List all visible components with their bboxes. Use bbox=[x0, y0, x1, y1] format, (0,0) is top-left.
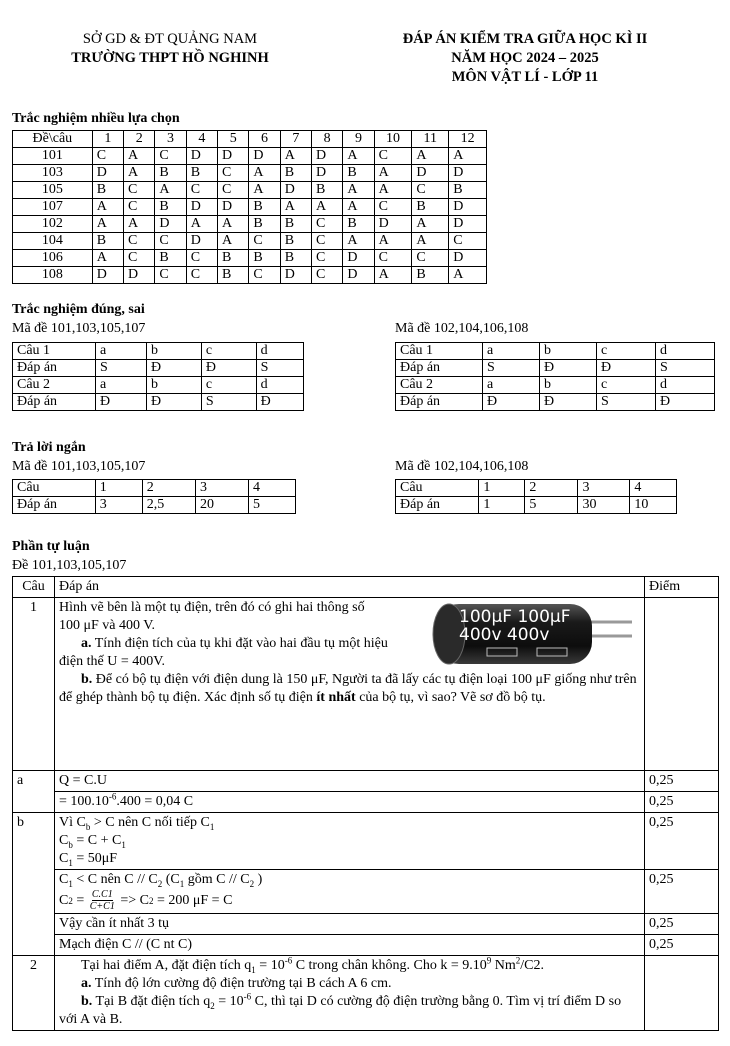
mc-col-header: 4 bbox=[186, 131, 217, 148]
table-cell: Câu 2 bbox=[13, 377, 96, 394]
mc-col-header: 10 bbox=[374, 131, 412, 148]
mc-answer-cell: A bbox=[374, 233, 412, 250]
table-cell: c bbox=[201, 377, 256, 394]
mc-answer-cell: D bbox=[280, 267, 311, 284]
mc-answer-cell: A bbox=[124, 148, 155, 165]
a-line-1: Q = C.U bbox=[55, 771, 645, 792]
q1-b-text: Để có bộ tụ điện với điện dung là 150 μF, Người ta đã lấy các tụ điện loại 100 μF giống như trên để ghép thành bộ tụ điện. Xác định số tụ điện bbox=[59, 672, 637, 705]
table-cell: Đáp án bbox=[396, 497, 479, 514]
mc-answer-cell: D bbox=[449, 216, 487, 233]
mc-answer-cell: C bbox=[412, 182, 449, 199]
mc-answer-cell: B bbox=[218, 250, 249, 267]
essay-table bbox=[12, 576, 719, 1031]
mc-exam-code: 107 bbox=[13, 199, 93, 216]
table-cell: Đ bbox=[201, 360, 256, 377]
mc-exam-code: 108 bbox=[13, 267, 93, 284]
capacitor-label-1: 100μF 100μF bbox=[459, 607, 571, 627]
b-score-3: 0,25 bbox=[645, 914, 719, 935]
mc-header-row bbox=[13, 131, 487, 148]
table-cell: 4 bbox=[630, 480, 677, 497]
table-cell: Đáp án bbox=[396, 360, 483, 377]
essay-title: Phần tự luận bbox=[12, 539, 90, 554]
mc-answer-cell: D bbox=[312, 165, 343, 182]
q1-content bbox=[55, 598, 645, 771]
table-cell: 2,5 bbox=[142, 497, 195, 514]
table-cell: Đáp án bbox=[13, 394, 96, 411]
mc-exam-code: 101 bbox=[13, 148, 93, 165]
table-cell: a bbox=[483, 343, 540, 360]
table-cell: Đ bbox=[95, 394, 146, 411]
mc-answer-cell: C bbox=[186, 182, 217, 199]
b-score-4: 0,25 bbox=[645, 935, 719, 956]
mc-exam-code: 103 bbox=[13, 165, 93, 182]
mc-title: Trắc nghiệm nhiều lựa chọn bbox=[12, 111, 180, 126]
subject: MÔN VẬT LÍ - LỚP 11 bbox=[451, 69, 599, 85]
b-row-3 bbox=[13, 914, 719, 935]
mc-exam-code: 102 bbox=[13, 216, 93, 233]
mc-answer-cell: C bbox=[186, 267, 217, 284]
table-cell: Câu 1 bbox=[396, 343, 483, 360]
mc-answer-cell: D bbox=[449, 199, 487, 216]
mc-answer-cell: A bbox=[449, 148, 487, 165]
mc-answer-cell: A bbox=[124, 165, 155, 182]
table-row bbox=[13, 394, 304, 411]
mc-row bbox=[13, 267, 487, 284]
table-row bbox=[396, 343, 715, 360]
table-cell: 5 bbox=[525, 497, 578, 514]
table-cell: d bbox=[656, 377, 715, 394]
mc-answer-cell: B bbox=[186, 165, 217, 182]
mc-answer-cell: A bbox=[412, 216, 449, 233]
mc-answer-cell: D bbox=[312, 148, 343, 165]
mc-exam-code: 105 bbox=[13, 182, 93, 199]
mc-answer-cell: A bbox=[412, 233, 449, 250]
capacitor-label-2: 400v 400v bbox=[459, 625, 550, 645]
mc-answer-cell: C bbox=[155, 267, 186, 284]
short-right-label: Mã đề 102,104,106,108 bbox=[395, 459, 529, 474]
table-cell: Đ bbox=[597, 360, 656, 377]
mc-answer-cell: C bbox=[374, 250, 412, 267]
tf-title: Trắc nghiệm đúng, sai bbox=[12, 302, 145, 317]
fraction: $\frac{C.C1}{C+C1}$ bbox=[89, 889, 115, 912]
mc-answer-cell: D bbox=[186, 148, 217, 165]
mc-row bbox=[13, 182, 487, 199]
mc-answer-cell: A bbox=[312, 199, 343, 216]
table-cell: Đáp án bbox=[13, 497, 96, 514]
mc-answer-cell: C bbox=[218, 182, 249, 199]
b-row-4 bbox=[13, 935, 719, 956]
mc-answer-cell: A bbox=[186, 216, 217, 233]
table-cell: b bbox=[540, 343, 597, 360]
table-cell: b bbox=[147, 377, 202, 394]
essay-subtitle: Đề 101,103,105,107 bbox=[12, 558, 127, 573]
a-label: a bbox=[13, 771, 55, 813]
table-cell: Đ bbox=[540, 394, 597, 411]
table-row bbox=[396, 377, 715, 394]
mc-answer-cell: B bbox=[280, 216, 311, 233]
b-row-1 bbox=[13, 813, 719, 870]
mc-answer-cell: C bbox=[374, 199, 412, 216]
mc-answer-cell: B bbox=[155, 199, 186, 216]
table-cell: 20 bbox=[195, 497, 248, 514]
mc-answer-cell: A bbox=[343, 199, 374, 216]
a-row-1 bbox=[13, 771, 719, 792]
mc-exam-code: 106 bbox=[13, 250, 93, 267]
mc-answer-cell: D bbox=[218, 199, 249, 216]
table-cell: d bbox=[256, 343, 303, 360]
table-cell: Đ bbox=[256, 394, 303, 411]
table-cell: Đ bbox=[483, 394, 540, 411]
mc-col-header: 8 bbox=[312, 131, 343, 148]
q2-number: 2 bbox=[13, 956, 55, 1031]
mc-answer-cell: C bbox=[155, 148, 186, 165]
mc-answer-cell: A bbox=[218, 216, 249, 233]
tf-left-table bbox=[12, 342, 304, 411]
mc-answer-cell: C bbox=[312, 233, 343, 250]
mc-answer-cell: C bbox=[312, 267, 343, 284]
table-row bbox=[13, 377, 304, 394]
table-cell: 3 bbox=[195, 480, 248, 497]
mc-answer-cell: A bbox=[92, 250, 123, 267]
mc-answer-cell: D bbox=[449, 165, 487, 182]
mc-answer-cell: D bbox=[92, 165, 123, 182]
b-line-7: Mạch điện C // (C nt C) bbox=[55, 935, 645, 956]
table-cell: 2 bbox=[142, 480, 195, 497]
mc-answer-cell: D bbox=[218, 148, 249, 165]
header-right bbox=[340, 30, 710, 87]
table-cell: b bbox=[147, 343, 202, 360]
table-cell: Câu bbox=[13, 480, 96, 497]
table-cell: d bbox=[256, 377, 303, 394]
mc-exam-code: 104 bbox=[13, 233, 93, 250]
mc-answer-cell: B bbox=[343, 165, 374, 182]
table-cell: Đ bbox=[656, 394, 715, 411]
short-left-table bbox=[12, 479, 296, 514]
table-row bbox=[13, 497, 296, 514]
mc-answer-cell: C bbox=[155, 233, 186, 250]
mc-answer-cell: D bbox=[343, 250, 374, 267]
mc-answer-cell: A bbox=[343, 233, 374, 250]
table-cell: 10 bbox=[630, 497, 677, 514]
mc-answer-cell: B bbox=[92, 233, 123, 250]
mc-col-header: 6 bbox=[249, 131, 280, 148]
mc-answer-cell: A bbox=[280, 148, 311, 165]
table-cell: 1 bbox=[479, 480, 525, 497]
mc-answer-cell: B bbox=[280, 233, 311, 250]
essay-header-row bbox=[13, 577, 719, 598]
table-row bbox=[13, 360, 304, 377]
q1-b-bold: ít nhất bbox=[316, 690, 356, 705]
mc-answer-cell: A bbox=[412, 148, 449, 165]
mc-col-header: 3 bbox=[155, 131, 186, 148]
table-cell: c bbox=[597, 343, 656, 360]
b-score-2: 0,25 bbox=[645, 870, 719, 914]
mc-answer-cell: B bbox=[280, 250, 311, 267]
table-cell: 4 bbox=[248, 480, 295, 497]
table-row bbox=[396, 480, 677, 497]
table-cell: Câu 2 bbox=[396, 377, 483, 394]
table-cell: S bbox=[597, 394, 656, 411]
table-row bbox=[396, 497, 677, 514]
mc-corner-cell: Đề\câu bbox=[13, 131, 93, 148]
mc-answer-cell: B bbox=[412, 199, 449, 216]
table-cell: a bbox=[483, 377, 540, 394]
mc-answer-cell: C bbox=[186, 250, 217, 267]
b-label: b bbox=[13, 813, 55, 956]
mc-answer-cell: D bbox=[186, 199, 217, 216]
mc-answer-cell: A bbox=[155, 182, 186, 199]
table-cell: 2 bbox=[525, 480, 578, 497]
q1-number: 1 bbox=[13, 598, 55, 771]
school-name: TRƯỜNG THPT HỒ NGHINH bbox=[71, 50, 269, 66]
essay-q1-row bbox=[13, 598, 719, 771]
school-year: NĂM HỌC 2024 – 2025 bbox=[451, 50, 599, 66]
mc-answer-cell: C bbox=[124, 182, 155, 199]
q1-b bbox=[59, 671, 640, 707]
mc-col-header: 5 bbox=[218, 131, 249, 148]
essay-head-diem: Điểm bbox=[645, 577, 719, 598]
mc-answer-cell: C bbox=[249, 233, 280, 250]
mc-answer-cell: B bbox=[449, 182, 487, 199]
mc-answer-cell: C bbox=[92, 148, 123, 165]
b-line-6: Vậy cần ít nhất 3 tụ bbox=[55, 914, 645, 935]
table-cell: Đ bbox=[147, 394, 202, 411]
mc-answer-cell: B bbox=[218, 267, 249, 284]
a-score-1: 0,25 bbox=[645, 771, 719, 792]
mc-col-header: 1 bbox=[92, 131, 123, 148]
table-cell: S bbox=[95, 360, 146, 377]
mc-answer-cell: D bbox=[186, 233, 217, 250]
mc-col-header: 2 bbox=[124, 131, 155, 148]
mc-answer-cell: A bbox=[374, 182, 412, 199]
mc-answer-cell: D bbox=[155, 216, 186, 233]
table-cell: 3 bbox=[578, 480, 630, 497]
mc-answer-cell: B bbox=[249, 250, 280, 267]
mc-col-header: 11 bbox=[412, 131, 449, 148]
q1-text-1: Hình vẽ bên là một tụ điện, trên đó có ghi hai thông số bbox=[59, 600, 365, 615]
mc-col-header: 12 bbox=[449, 131, 487, 148]
mc-answer-cell: C bbox=[312, 216, 343, 233]
mc-answer-cell: B bbox=[92, 182, 123, 199]
table-cell: a bbox=[95, 343, 146, 360]
table-cell: Câu 1 bbox=[13, 343, 96, 360]
mc-answer-cell: A bbox=[92, 199, 123, 216]
table-cell: 5 bbox=[248, 497, 295, 514]
table-cell: c bbox=[597, 377, 656, 394]
table-cell: Đ bbox=[147, 360, 202, 377]
mc-answer-cell: D bbox=[92, 267, 123, 284]
mc-answer-cell: D bbox=[374, 216, 412, 233]
mc-answer-cell: A bbox=[280, 199, 311, 216]
table-row bbox=[13, 480, 296, 497]
mc-answer-cell: A bbox=[218, 233, 249, 250]
q1-a-label: a. bbox=[81, 636, 92, 651]
mc-row bbox=[13, 250, 487, 267]
mc-answer-cell: B bbox=[343, 216, 374, 233]
table-cell: 1 bbox=[95, 480, 142, 497]
b-score-1: 0,25 bbox=[645, 813, 719, 870]
q1-text-2: 100 μF và 400 V. bbox=[59, 618, 156, 633]
mc-answer-cell: C bbox=[374, 148, 412, 165]
b-block-1: Vì $C_b > C$ nên C nối tiếp $C_1$ $C_b = C + C_1$ $C_1 = 50\mu F$ bbox=[55, 813, 645, 870]
essay-head-dapan: Đáp án bbox=[55, 577, 645, 598]
table-cell: d bbox=[656, 343, 715, 360]
header-left bbox=[40, 30, 300, 68]
mc-answer-cell: D bbox=[449, 250, 487, 267]
table-cell: b bbox=[540, 377, 597, 394]
mc-answer-cell: A bbox=[343, 182, 374, 199]
mc-answer-cell: A bbox=[343, 148, 374, 165]
tf-right-label: Mã đề 102,104,106,108 bbox=[395, 321, 529, 336]
mc-answer-table bbox=[12, 130, 487, 284]
table-cell: Câu bbox=[396, 480, 479, 497]
short-left-label: Mã đề 101,103,105,107 bbox=[12, 459, 146, 474]
table-row bbox=[13, 343, 304, 360]
mc-answer-cell: A bbox=[449, 267, 487, 284]
mc-answer-cell: C bbox=[218, 165, 249, 182]
mc-answer-cell: B bbox=[155, 165, 186, 182]
table-cell: S bbox=[201, 394, 256, 411]
mc-answer-cell: C bbox=[312, 250, 343, 267]
a-score-2: 0,25 bbox=[645, 792, 719, 813]
tf-left-label: Mã đề 101,103,105,107 bbox=[12, 321, 146, 336]
mc-answer-cell: C bbox=[412, 250, 449, 267]
mc-row bbox=[13, 233, 487, 250]
mc-row bbox=[13, 148, 487, 165]
mc-answer-cell: C bbox=[249, 267, 280, 284]
mc-col-header: 9 bbox=[343, 131, 374, 148]
table-cell: Đ bbox=[540, 360, 597, 377]
q1-a-text: Tính điện tích của tụ khi đặt vào hai đầu tụ một hiệu bbox=[91, 636, 388, 651]
table-cell: S bbox=[483, 360, 540, 377]
mc-answer-cell: B bbox=[412, 267, 449, 284]
table-cell: 30 bbox=[578, 497, 630, 514]
short-title: Trả lời ngắn bbox=[12, 440, 86, 455]
table-cell: 1 bbox=[479, 497, 525, 514]
capacitor-image bbox=[427, 600, 632, 668]
mc-answer-cell: D bbox=[343, 267, 374, 284]
q1-b-end: của bộ tụ, vì sao? Vẽ sơ đồ bộ tụ. bbox=[355, 690, 546, 705]
table-row bbox=[396, 360, 715, 377]
tf-right-table bbox=[395, 342, 715, 411]
essay-head-cau: Câu bbox=[13, 577, 55, 598]
department-name: SỞ GD & ĐT QUẢNG NAM bbox=[82, 31, 258, 47]
table-cell: S bbox=[256, 360, 303, 377]
mc-answer-cell: C bbox=[124, 250, 155, 267]
short-right-table bbox=[395, 479, 677, 514]
q1-intro bbox=[59, 599, 419, 671]
mc-col-header: 7 bbox=[280, 131, 311, 148]
a-row-2 bbox=[13, 792, 719, 813]
q1-a-text-2: điện thế U = 400V. bbox=[59, 654, 166, 669]
mc-answer-cell: A bbox=[374, 267, 412, 284]
mc-row bbox=[13, 216, 487, 233]
table-cell: a bbox=[95, 377, 146, 394]
mc-answer-cell: D bbox=[124, 267, 155, 284]
mc-answer-cell: B bbox=[155, 250, 186, 267]
table-cell: S bbox=[656, 360, 715, 377]
q1-b-label: b. bbox=[81, 672, 93, 687]
mc-answer-cell: A bbox=[124, 216, 155, 233]
mc-answer-cell: A bbox=[92, 216, 123, 233]
table-cell: Đáp án bbox=[396, 394, 483, 411]
mc-row bbox=[13, 165, 487, 182]
table-row bbox=[396, 394, 715, 411]
doc-title: ĐÁP ÁN KIỂM TRA GIỮA HỌC KÌ II bbox=[402, 31, 648, 47]
mc-answer-cell: B bbox=[249, 216, 280, 233]
mc-answer-cell: B bbox=[249, 199, 280, 216]
mc-answer-cell: B bbox=[280, 165, 311, 182]
table-cell: Đáp án bbox=[13, 360, 96, 377]
table-cell: 3 bbox=[95, 497, 142, 514]
table-cell: c bbox=[201, 343, 256, 360]
a-line-2: = $100.10^{-6}.400 = 0,04$ C bbox=[55, 792, 645, 813]
mc-answer-cell: C bbox=[449, 233, 487, 250]
mc-answer-cell: C bbox=[124, 199, 155, 216]
b-block-2: $C_1 < C$ nên C // $C_2$ ($C_1$ gồm C // $C_2$ ) C 2 = $\frac{C.C1}{C+C1}$ => C 2 = 200 μF = C bbox=[55, 870, 645, 914]
mc-answer-cell: A bbox=[249, 165, 280, 182]
mc-row bbox=[13, 199, 487, 216]
mc-answer-cell: A bbox=[374, 165, 412, 182]
b-row-2 bbox=[13, 870, 719, 914]
q2-row bbox=[13, 956, 719, 1031]
mc-answer-cell: A bbox=[249, 182, 280, 199]
mc-answer-cell: B bbox=[312, 182, 343, 199]
q2-score-empty bbox=[645, 956, 719, 1031]
mc-answer-cell: D bbox=[280, 182, 311, 199]
mc-answer-cell: D bbox=[249, 148, 280, 165]
q2-content: Tại hai điểm A, đặt điện tích $q_1 = 10^{-6}$ C trong chân không. Cho $k = 9.10^9$ Nm$^2$/C2. a. Tính độ lớn cường độ điện trường tại B cách A 6 cm. b. Tại B đặt điện tích $q_2 = 10^{-6}$ C, thì tại D có cường độ điện trường bằng 0. Tìm vị trí điểm D so với A và B. bbox=[55, 956, 645, 1031]
q1-score-empty bbox=[645, 598, 719, 771]
mc-answer-cell: D bbox=[412, 165, 449, 182]
mc-answer-cell: C bbox=[124, 233, 155, 250]
